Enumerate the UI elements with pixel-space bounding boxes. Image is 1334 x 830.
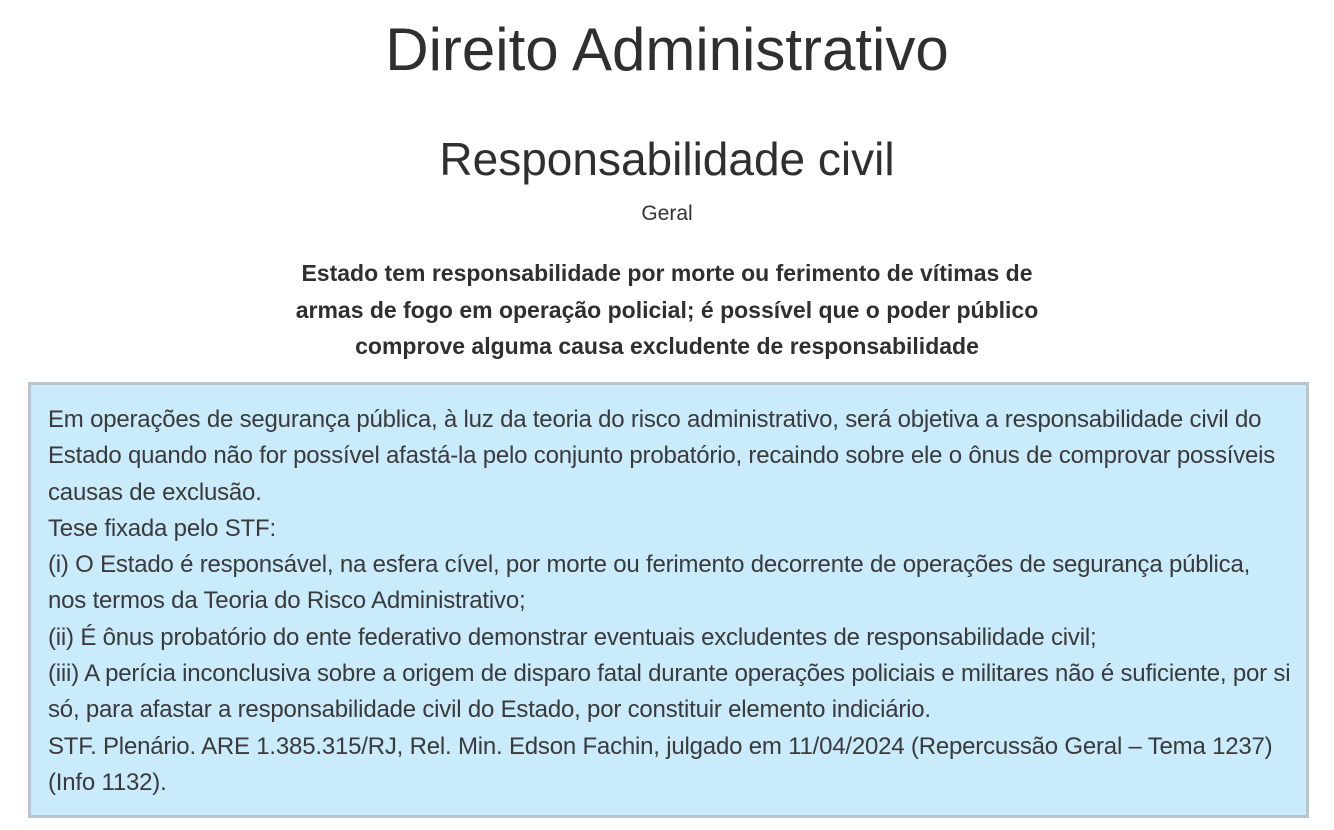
headline xyxy=(247,255,1087,365)
subsection-label: Geral xyxy=(641,202,693,225)
page-title: Direito Administrativo xyxy=(385,16,949,83)
headline-line-2: armas de fogo em operação policial; é possível que o poder público xyxy=(295,296,1039,323)
thesis-item-1: (i) O Estado é responsável, na esfera cível, por morte ou ferimento decorrente de operações de segurança pública, nos termos da Teoria do Risco Administrativo; xyxy=(48,551,1251,615)
thesis-label: Tese fixada pelo STF: xyxy=(48,514,276,542)
thesis-item-3: (iii) A perícia inconclusiva sobre a origem de disparo fatal durante operações policiais e militares não é suficiente, por si só, para afastar a responsabilidade civil do Estado, por constituir elemento indiciário. xyxy=(48,660,1291,724)
headline-line-3: comprove alguma causa excludente de responsabilidade xyxy=(355,333,979,359)
summary-box xyxy=(28,382,1309,818)
thesis-item-2: (ii) É ônus probatório do ente federativo demonstrar eventuais excludentes de responsabilidade civil; xyxy=(48,623,1097,651)
headline-line-1: Estado tem responsabilidade por morte ou ferimento de vítimas de xyxy=(301,260,1033,286)
section-title: Responsabilidade civil xyxy=(439,133,895,185)
case-citation: STF. Plenário. ARE 1.385.315/RJ, Rel. Min. Edson Fachin, julgado em 11/04/2024 (Repercussão Geral – Tema 1237) (Info 1132). xyxy=(48,732,1273,796)
summary-intro: Em operações de segurança pública, à luz da teoria do risco administrativo, será objetiva a responsabilidade civil do Estado quando não for possível afastá-la pelo conjunto probatório, recaindo sobre ele o ônus de comprovar possíveis causas de exclusão. xyxy=(48,406,1276,506)
